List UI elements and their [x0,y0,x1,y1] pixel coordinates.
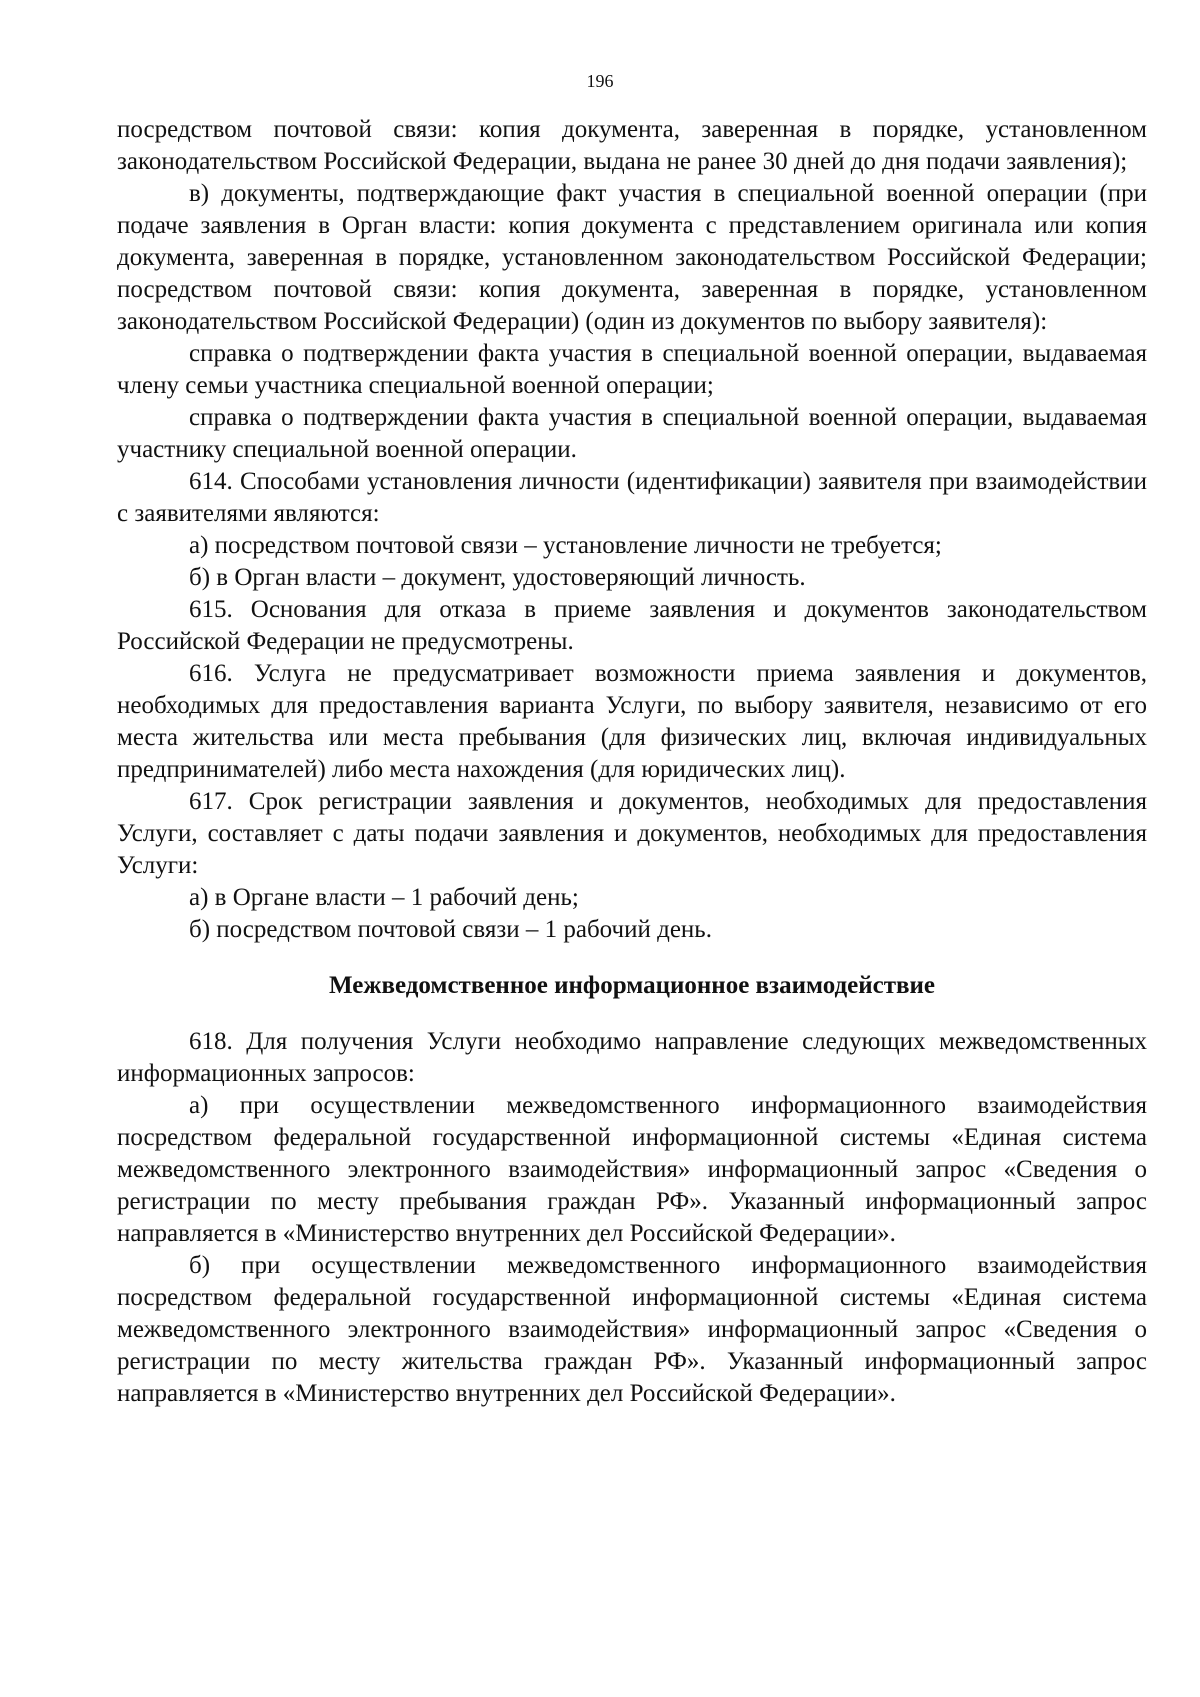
paragraph: б) в Орган власти – документ, удостоверяющий личность. [189,564,806,591]
paragraph: б) при осуществлении межведомственного информационного взаимодействия посредством федеральной государственной информационной системы «Единая система межведомственного электронного взаимодействия» информационный запрос «Сведения о регистрации по месту жительства граждан РФ». Указанный информационный запрос направляется в «Министерство внутренних дел Российской Федерации». [117,1252,1147,1407]
page-content [117,114,1147,1410]
paragraph: посредством почтовой связи: копия документа, заверенная в порядке, установленном законодательством Российской Федерации, выдана не ранее 30 дней до дня подачи заявления); [117,116,1147,175]
paragraph: 617. Срок регистрации заявления и документов, необходимых для предоставления Услуги, составляет с даты подачи заявления и документов, необходимых для предоставления Услуги: [117,788,1147,879]
paragraph: в) документы, подтверждающие факт участия в специальной военной операции (при подаче заявления в Орган власти: копия документа с представлением оригинала или копия документа, заверенная в порядке, установленном законодательством Российской Федерации; посредством почтовой связи: копия документа, заверенная в порядке, установленном законодательством Российской Федерации) (один из документов по выбору заявителя): [117,180,1147,335]
page-number: 196 [586,71,614,91]
paragraph: 614. Способами установления личности (идентификации) заявителя при взаимодействии с заявителями являются: [117,468,1147,527]
paragraph: а) посредством почтовой связи – установление личности не требуется; [189,532,942,559]
paragraph: а) при осуществлении межведомственного информационного взаимодействия посредством федеральной государственной информационной системы «Единая система межведомственного электронного взаимодействия» информационный запрос «Сведения о регистрации по месту пребывания граждан РФ». Указанный информационный запрос направляется в «Министерство внутренних дел Российской Федерации». [117,1092,1147,1247]
paragraph: справка о подтверждении факта участия в специальной военной операции, выдаваемая члену семьи участника специальной военной операции; [117,340,1147,399]
section-heading: Межведомственное информационное взаимодействие [329,972,935,999]
paragraph: б) посредством почтовой связи – 1 рабочий день. [189,916,712,943]
paragraph: а) в Органе власти – 1 рабочий день; [189,884,579,911]
paragraph: справка о подтверждении факта участия в специальной военной операции, выдаваемая участнику специальной военной операции. [117,404,1147,463]
paragraph: 618. Для получения Услуги необходимо направление следующих межведомственных информационных запросов: [117,1028,1147,1087]
paragraph: 615. Основания для отказа в приеме заявления и документов законодательством Российской Федерации не предусмотрены. [117,596,1147,655]
paragraph: 616. Услуга не предусматривает возможности приема заявления и документов, необходимых для предоставления варианта Услуги, по выбору заявителя, независимо от его места жительства или места пребывания (для физических лиц, включая индивидуальных предпринимателей) либо места нахождения (для юридических лиц). [117,660,1147,783]
